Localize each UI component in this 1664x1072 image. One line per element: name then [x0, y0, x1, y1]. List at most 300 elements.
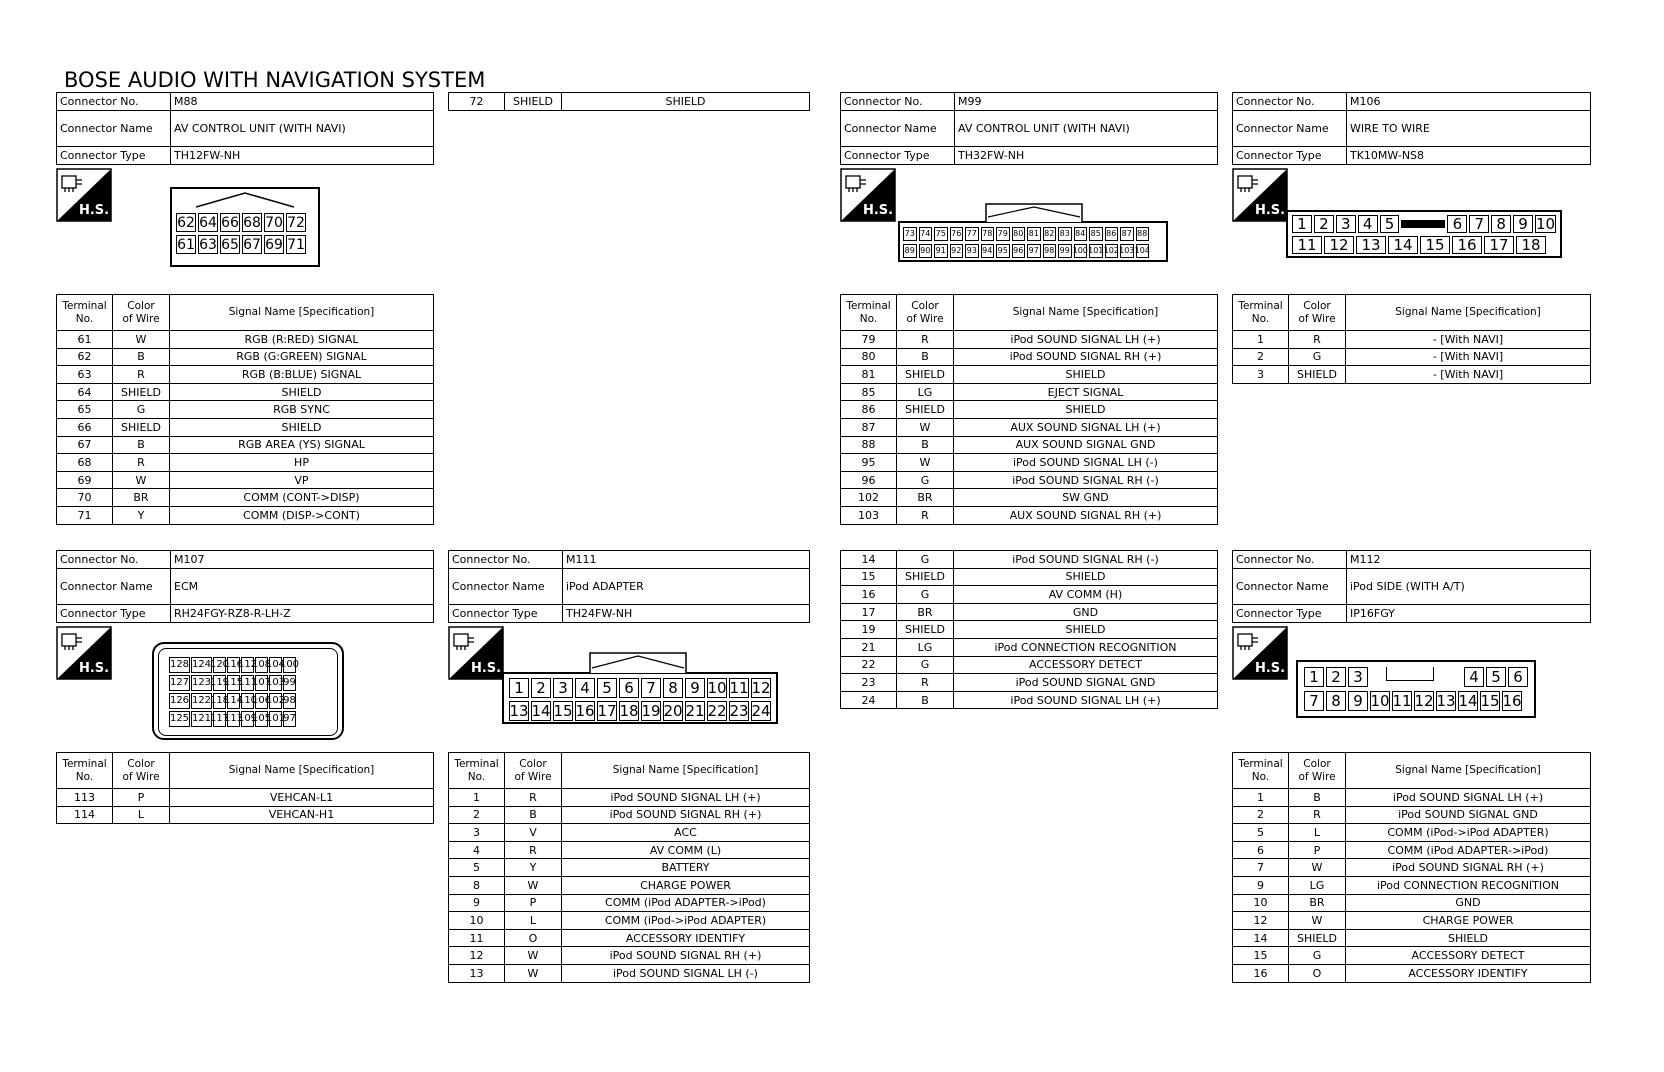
connector-no-label: Connector No.: [57, 551, 171, 569]
wire-color: SHIELD: [1289, 929, 1346, 947]
signal-name: COMM (iPod ADAPTER->iPod): [1346, 841, 1591, 859]
m106-connector-face: [1286, 210, 1562, 258]
wire-color: B: [113, 436, 170, 454]
pin-cell: 126: [169, 693, 190, 709]
pin-cell: 16: [575, 701, 595, 720]
wire-color-header: Color of Wire: [1289, 295, 1346, 331]
pin-cell: 3: [1336, 215, 1356, 233]
table-row: [841, 568, 1218, 586]
m112-signal-block: [1232, 752, 1591, 983]
signal-name: iPod CONNECTION RECOGNITION: [954, 638, 1218, 656]
terminal-no: 1: [1233, 789, 1289, 807]
table-row: [841, 603, 1218, 621]
table-row: [449, 912, 810, 930]
terminal-no: 2: [1233, 806, 1289, 824]
signal-name: RGB (G:GREEN) SIGNAL: [170, 348, 434, 366]
m111-connector-type: TH24FW-NH: [563, 605, 810, 623]
pin-cell: 108: [255, 657, 268, 673]
pin-cell: 14: [531, 701, 551, 720]
signal-name: HP: [170, 454, 434, 472]
wire-color: SHIELD: [113, 418, 170, 436]
pin-cell: 71: [287, 236, 305, 253]
terminal-no: 72: [449, 93, 505, 111]
table-row: [841, 489, 1218, 507]
terminal-no: 22: [841, 656, 897, 674]
wire-color: B: [897, 691, 954, 709]
signal-name: VEHCAN-H1: [170, 806, 434, 824]
signal-name: AUX SOUND SIGNAL RH (+): [954, 506, 1218, 524]
connector-name-label: Connector Name: [1233, 111, 1347, 147]
pin-cell: 85: [1089, 227, 1103, 241]
pin-cell: 100: [1074, 244, 1088, 258]
signal-table-header: [449, 753, 810, 789]
connector-name-label: Connector Name: [57, 111, 171, 147]
pin-cell: 115: [227, 675, 240, 691]
m99-signal-block: [840, 294, 1218, 525]
signal-name: SHIELD: [954, 621, 1218, 639]
hs-label: H.S.: [78, 203, 110, 218]
signal-name-header: Signal Name [Specification]: [170, 295, 434, 331]
pin-cell: 86: [1105, 227, 1119, 241]
signal-name: RGB (B:BLUE) SIGNAL: [170, 366, 434, 384]
m111-connector-face: [502, 672, 778, 724]
pin-cell: 69: [265, 236, 283, 253]
table-row: [57, 471, 434, 489]
wire-color: W: [505, 947, 562, 965]
wire-color: B: [1289, 789, 1346, 807]
wire-color: R: [505, 841, 562, 859]
m106-info-block: [1232, 92, 1591, 165]
table-row: [57, 806, 434, 824]
hs-label: H.S.: [470, 661, 502, 676]
harness-side-icon: [448, 626, 504, 680]
wire-color: LG: [1289, 876, 1346, 894]
pin-cell: 73: [903, 227, 917, 241]
wire-color: W: [897, 454, 954, 472]
table-row: [449, 894, 810, 912]
harness-side-icon: [840, 168, 896, 222]
wire-color: B: [897, 348, 954, 366]
pin-cell: 124: [191, 657, 212, 673]
pin-cell: 15: [1420, 236, 1450, 254]
signal-name: iPod SOUND SIGNAL RH (-): [954, 551, 1218, 569]
signal-name: RGB AREA (YS) SIGNAL: [170, 436, 434, 454]
m88-signal-table: [56, 294, 434, 525]
signal-name: - [With NAVI]: [1346, 348, 1591, 366]
terminal-no: 86: [841, 401, 897, 419]
signal-name: iPod SOUND SIGNAL RH (+): [562, 947, 810, 965]
terminal-no: 103: [841, 506, 897, 524]
hs-label: H.S.: [1254, 203, 1286, 218]
table-row: [1233, 789, 1591, 807]
pin-cell: 7: [1304, 691, 1324, 711]
signal-name: EJECT SIGNAL: [954, 383, 1218, 401]
signal-name-header: Signal Name [Specification]: [1346, 295, 1591, 331]
pin-cell: 18: [619, 701, 639, 720]
terminal-no: 2: [1233, 348, 1289, 366]
m106-connector-type: TK10MW-NS8: [1347, 147, 1591, 165]
terminal-no: 81: [841, 366, 897, 384]
wire-color: BR: [897, 489, 954, 507]
terminal-no: 102: [841, 489, 897, 507]
terminal-no: 85: [841, 383, 897, 401]
pin-cell: 6: [1447, 215, 1467, 233]
wire-color: SHIELD: [897, 621, 954, 639]
pin-cell: 96: [1012, 244, 1026, 258]
pin-cell: 11: [729, 678, 749, 697]
pin-cell: 13: [1436, 691, 1456, 710]
m106-signal-block: [1232, 294, 1591, 384]
hs-label: H.S.: [1254, 661, 1286, 676]
table-row: [841, 691, 1218, 709]
harness-side-icon: [1232, 168, 1288, 222]
signal-name: GND: [954, 603, 1218, 621]
signal-table-header: [57, 295, 434, 331]
pin-cell: 93: [965, 244, 979, 258]
pin-cell: 80: [1012, 227, 1026, 241]
signal-table-header: [841, 295, 1218, 331]
terminal-no: 68: [57, 454, 113, 472]
terminal-no: 3: [1233, 366, 1289, 384]
table-row: [841, 331, 1218, 349]
pin-cell: 5: [597, 678, 617, 698]
table-row: [1233, 841, 1591, 859]
wire-color: BR: [1289, 894, 1346, 912]
signal-name: VP: [170, 471, 434, 489]
pin-cell: 9: [1348, 691, 1368, 711]
pin-cell: 117: [213, 711, 226, 727]
terminal-no: 16: [841, 586, 897, 604]
table-row: [57, 348, 434, 366]
m88-connector-no: M88: [171, 93, 434, 111]
table-row: [449, 964, 810, 982]
wire-color: SHIELD: [897, 401, 954, 419]
pin-cell: 75: [934, 227, 948, 241]
pin-cell: 123: [191, 675, 212, 691]
pin-cell: 81: [1027, 227, 1041, 241]
connector-latch-icon: [974, 203, 1094, 223]
terminal-no: 13: [449, 964, 505, 982]
wire-color: P: [1289, 841, 1346, 859]
terminal-no: 23: [841, 674, 897, 692]
m88-continuation-block: [448, 92, 810, 111]
wire-color: R: [897, 331, 954, 349]
table-row: [1233, 859, 1591, 877]
signal-name: iPod SOUND SIGNAL LH (+): [1346, 789, 1591, 807]
signal-name: ACCESSORY DETECT: [954, 656, 1218, 674]
pin-cell: 103: [269, 675, 282, 691]
pin-cell: 102: [1105, 244, 1119, 258]
pin-cell: 95: [996, 244, 1010, 258]
terminal-no-header: Terminal No.: [57, 753, 113, 789]
table-row: [57, 366, 434, 384]
terminal-no: 69: [57, 471, 113, 489]
wire-color: W: [113, 471, 170, 489]
wire-color: G: [897, 551, 954, 569]
table-row: [449, 93, 810, 111]
table-row: [57, 789, 434, 807]
wire-color: R: [505, 789, 562, 807]
terminal-no: 95: [841, 454, 897, 472]
table-row: [841, 506, 1218, 524]
wire-color: Y: [113, 506, 170, 524]
hs-label: H.S.: [78, 661, 110, 676]
table-row: [57, 506, 434, 524]
signal-name: SHIELD: [954, 568, 1218, 586]
signal-name: iPod SOUND SIGNAL RH (+): [562, 806, 810, 824]
table-row: [1233, 366, 1591, 384]
pin-cell: 103: [1120, 244, 1134, 258]
terminal-no: 1: [449, 789, 505, 807]
terminal-no-header: Terminal No.: [841, 295, 897, 331]
harness-side-icon: [56, 626, 112, 680]
pin-cell: 10: [1535, 214, 1556, 233]
m99-signal-table: [840, 294, 1218, 525]
terminal-no: 66: [57, 418, 113, 436]
pin-cell: 89: [903, 244, 917, 258]
pin-cell: 15: [553, 701, 573, 720]
pin-cell: 1: [1292, 215, 1312, 233]
signal-name: iPod SOUND SIGNAL GND: [1346, 806, 1591, 824]
pin-cell: 5: [1486, 667, 1506, 687]
pin-cell: 76: [950, 227, 964, 241]
pin-cell: 109: [241, 711, 254, 727]
wire-color: G: [897, 586, 954, 604]
table-row: [1233, 876, 1591, 894]
harness-side-icon: [1232, 626, 1288, 680]
wire-color: BR: [113, 489, 170, 507]
pin-cell: 11: [1392, 691, 1412, 710]
terminal-no: 5: [449, 859, 505, 877]
pin-cell: 107: [255, 675, 268, 691]
table-row: [841, 418, 1218, 436]
wire-color: W: [505, 876, 562, 894]
table-row: [449, 876, 810, 894]
pin-cell: 97: [1027, 244, 1041, 258]
terminal-no: 4: [449, 841, 505, 859]
terminal-no: 17: [841, 603, 897, 621]
terminal-no: 5: [1233, 824, 1289, 842]
pin-cell: 8: [1326, 691, 1346, 711]
pin-cell: 4: [575, 678, 595, 698]
m88-info-block: [56, 92, 434, 165]
table-row: [841, 454, 1218, 472]
terminal-no: 79: [841, 331, 897, 349]
connector-latch-icon: [196, 191, 294, 209]
wire-color: SHIELD: [505, 93, 562, 111]
m106-connector-name: WIRE TO WIRE: [1347, 111, 1591, 147]
pin-cell: 111: [241, 675, 254, 691]
signal-name: COMM (iPod->iPod ADAPTER): [1346, 824, 1591, 842]
signal-table-header: [1233, 753, 1591, 789]
pin-cell: 67: [243, 236, 261, 253]
pin-cell: 4: [1358, 215, 1378, 233]
wire-color: P: [113, 789, 170, 807]
pin-cell: 82: [1043, 227, 1057, 241]
table-row: [449, 824, 810, 842]
wire-color: LG: [897, 638, 954, 656]
signal-name: iPod SOUND SIGNAL RH (-): [954, 471, 1218, 489]
pin-cell: 16: [1452, 236, 1482, 254]
terminal-no: 96: [841, 471, 897, 489]
connector-type-label: Connector Type: [1233, 147, 1347, 165]
connector-no-label: Connector No.: [1233, 93, 1347, 111]
signal-name: GND: [1346, 894, 1591, 912]
pin-cell: 17: [597, 701, 617, 720]
wire-color: R: [113, 366, 170, 384]
terminal-no: 64: [57, 383, 113, 401]
wire-color: W: [1289, 859, 1346, 877]
signal-name: SHIELD: [170, 418, 434, 436]
pin-cell: 15: [1480, 691, 1500, 710]
signal-name: RGB (R:RED) SIGNAL: [170, 331, 434, 349]
signal-name: COMM (iPod->iPod ADAPTER): [562, 912, 810, 930]
signal-name: ACC: [562, 824, 810, 842]
table-row: [449, 841, 810, 859]
wire-color: G: [113, 401, 170, 419]
connector-name-label: Connector Name: [841, 111, 955, 147]
pin-cell: 79: [996, 227, 1010, 241]
table-row: [57, 454, 434, 472]
wire-color: R: [113, 454, 170, 472]
pin-cell: 83: [1058, 227, 1072, 241]
table-row: [841, 656, 1218, 674]
pin-cell: 116: [227, 657, 240, 673]
m88-connector-face: [170, 187, 320, 267]
table-row: [57, 418, 434, 436]
terminal-no: 1: [1233, 331, 1289, 349]
signal-name: VEHCAN-L1: [170, 789, 434, 807]
pin-cell: 14: [1458, 691, 1478, 710]
terminal-no: 87: [841, 418, 897, 436]
pin-cell: 17: [1484, 236, 1514, 254]
wire-color-header: Color of Wire: [113, 295, 170, 331]
wire-color: G: [1289, 348, 1346, 366]
m107-connector-no: M107: [171, 551, 434, 569]
connector-type-label: Connector Type: [1233, 605, 1347, 623]
signal-name: CHARGE POWER: [562, 876, 810, 894]
signal-name: SHIELD: [1346, 929, 1591, 947]
signal-name-header: Signal Name [Specification]: [1346, 753, 1591, 789]
pin-cell: 18: [1516, 236, 1546, 254]
m112-connector-no: M112: [1347, 551, 1591, 569]
pin-cell: 16: [1502, 691, 1522, 710]
pin-cell: 77: [965, 227, 979, 241]
signal-name: SHIELD: [954, 366, 1218, 384]
m112-connector-type: IP16FGY: [1347, 605, 1591, 623]
m111-connector-no: M111: [563, 551, 810, 569]
pin-cell: 62: [177, 214, 195, 231]
signal-name-header: Signal Name [Specification]: [170, 753, 434, 789]
m107-info-block: [56, 550, 434, 623]
terminal-no: 113: [57, 789, 113, 807]
terminal-no: 10: [449, 912, 505, 930]
wire-color: O: [505, 929, 562, 947]
pin-cell: 97: [283, 711, 296, 727]
signal-name: COMM (DISP->CONT): [170, 506, 434, 524]
terminal-no: 7: [1233, 859, 1289, 877]
pin-cell: 105: [255, 711, 268, 727]
table-row: [57, 489, 434, 507]
wire-color: BR: [897, 603, 954, 621]
m88-signal-block: [56, 294, 434, 525]
pin-cell: 8: [663, 678, 683, 698]
wire-color: O: [1289, 964, 1346, 982]
m111-continuation-block: [840, 550, 1218, 709]
table-row: [841, 471, 1218, 489]
signal-name: ACCESSORY IDENTIFY: [562, 929, 810, 947]
pin-cell: 104: [1136, 244, 1150, 258]
pin-cell: 14: [1388, 236, 1418, 254]
terminal-no: 63: [57, 366, 113, 384]
table-row: [1233, 348, 1591, 366]
pin-cell: 7: [641, 678, 661, 698]
wire-color: B: [113, 348, 170, 366]
signal-name: ACCESSORY DETECT: [1346, 947, 1591, 965]
pin-cell: 98: [1043, 244, 1057, 258]
table-row: [449, 947, 810, 965]
wire-color-header: Color of Wire: [1289, 753, 1346, 789]
m88-info-table: [56, 92, 434, 165]
table-row: [57, 383, 434, 401]
m107-signal-table: [56, 752, 434, 824]
connector-name-label: Connector Name: [57, 569, 171, 605]
terminal-no: 21: [841, 638, 897, 656]
connector-type-label: Connector Type: [449, 605, 563, 623]
terminal-no: 67: [57, 436, 113, 454]
table-row: [841, 586, 1218, 604]
pin-cell: 24: [751, 701, 771, 720]
wire-color: R: [897, 506, 954, 524]
table-row: [841, 401, 1218, 419]
signal-name: iPod SOUND SIGNAL LH (-): [954, 454, 1218, 472]
wire-color: SHIELD: [897, 366, 954, 384]
m88-continuation-table: [448, 92, 810, 111]
m107-connector-type: RH24FGY-RZ8-R-LH-Z: [171, 605, 434, 623]
pin-cell: 99: [283, 675, 296, 691]
signal-name: iPod CONNECTION RECOGNITION: [1346, 876, 1591, 894]
m112-info-block: [1232, 550, 1591, 623]
table-row: [57, 331, 434, 349]
terminal-no-header: Terminal No.: [1233, 753, 1289, 789]
pin-cell: 1: [1304, 667, 1324, 687]
terminal-no: 9: [449, 894, 505, 912]
terminal-no: 2: [449, 806, 505, 824]
m107-connector-name: ECM: [171, 569, 434, 605]
m111-signal-block: [448, 752, 810, 983]
table-row: [1233, 912, 1591, 930]
m99-connector-face: [898, 221, 1168, 262]
terminal-no: 65: [57, 401, 113, 419]
table-row: [841, 383, 1218, 401]
terminal-no: 16: [1233, 964, 1289, 982]
m111-connector-name: iPod ADAPTER: [563, 569, 810, 605]
m106-signal-table: [1232, 294, 1591, 384]
m88-connector-type: TH12FW-NH: [171, 147, 434, 165]
table-row: [1233, 806, 1591, 824]
signal-name: ACCESSORY IDENTIFY: [1346, 964, 1591, 982]
pin-cell: 87: [1120, 227, 1134, 241]
pin-cell: 74: [919, 227, 933, 241]
pin-cell: 2: [1326, 667, 1346, 687]
terminal-no: 10: [1233, 894, 1289, 912]
pin-cell: 114: [227, 693, 240, 709]
table-row: [57, 436, 434, 454]
pin-cell: 6: [619, 678, 639, 698]
wire-color: G: [1289, 947, 1346, 965]
terminal-no: 70: [57, 489, 113, 507]
pin-cell: 101: [269, 711, 282, 727]
